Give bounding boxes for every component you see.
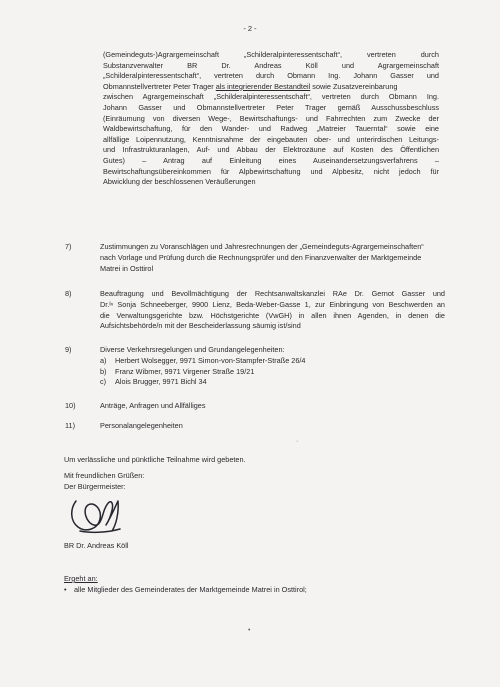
agenda-item-8 (65, 289, 445, 332)
sub-item-letter: c) (100, 377, 107, 387)
text-line: Gutes) – Antrag auf Einleitung eines Auseinandersetzungsverfahrens – (103, 155, 439, 165)
agenda-item-9 (65, 345, 445, 388)
text-line: Obmannstellvertreter Peter Trager als integrierender Bestandteil sowie Zusatzvereinbarung (103, 81, 398, 91)
sub-item-text: Franz Wibmer, 9971 Virgener Straße 19/21 (115, 366, 255, 376)
item-number: 10) (65, 401, 76, 410)
recipient-text: alle Mitglieder des Gemeinderates der Marktgemeinde Matrei in Osttirol; (74, 585, 307, 594)
text-line: und Infrastrukturanlagen, Auf- und Abbau der Elektrozäune auf Kosten des Öffentlichen (103, 145, 439, 155)
text-line: Abwicklung der beschlossenen Veräußerungen (103, 177, 256, 187)
recipient-list-item (64, 585, 307, 594)
greeting: Mit freundlichen Grüßen: (64, 471, 145, 480)
sub-item-text: Alois Brugger, 9971 Bichl 34 (115, 377, 207, 387)
recipients-heading: Ergeht an: (64, 574, 98, 583)
text-line: Matrei in Osttirol (100, 263, 154, 273)
text-line: Zustimmungen zu Voranschlägen und Jahresrechnungen der „Gemeindeguts-Agrargemeinschaften“ (100, 242, 424, 251)
item-text: Personalangelegenheiten (100, 421, 183, 430)
agenda-item-7 (65, 242, 445, 274)
sub-item-letter: b) (100, 366, 107, 376)
signatory-role: Der Bürgermeister: (64, 482, 126, 491)
agenda-item-6-continuation (103, 50, 439, 188)
sub-item (100, 367, 445, 378)
closing-note: Um verlässliche und pünktliche Teilnahme wird gebeten. (64, 455, 246, 464)
signatory-name: BR Dr. Andreas Köll (64, 541, 129, 550)
sub-item-letter: a) (100, 355, 107, 365)
item-text: Anträge, Anfragen und Allfälliges (100, 401, 206, 410)
item-number: 7) (65, 242, 72, 251)
sub-item-text: Herbert Wolsegger, 9971 Simon-von-Stampfer-Straße 26/4 (115, 355, 306, 365)
bullet-icon: • (64, 585, 67, 594)
text-line: (Gemeindeguts-)Agrargemeinschaft „Schilderalpinteressentschaft“, vertreten durch (103, 50, 439, 59)
handwritten-signature (66, 493, 126, 539)
text-line: allfällige Loipennutzung, Kenntnisnahme der eingebauten ober- und unterirdischen Leitungs- (103, 134, 439, 144)
scan-mark: • (248, 627, 251, 634)
text-line: Substanzverwalter BR Dr. Andreas Köll und Agrargemeinschaft (103, 60, 439, 70)
text-line: nach Vorlage und Prüfung durch die Rechnungsprüfer und den Finanzverwalter der Marktgemeinde (100, 252, 422, 262)
sub-item (100, 356, 445, 367)
item-title: Diverse Verkehrsregelungen und Grundangelegenheiten: (100, 345, 285, 354)
scan-mark: · (296, 438, 299, 445)
item-number: 9) (65, 345, 72, 354)
text-line: „Schilderalpinteressentschaft“, vertreten durch Obmann Ing. Johann Gasser und (103, 71, 439, 81)
text-line: Waldbewirtschaftung, für den Wander- und Radweg „Matreier Tauerntal“ sowie eine (103, 124, 439, 134)
page-number: - 2 - (243, 24, 257, 33)
text-line: (Einräumung von diversen Wege-, Bewirtschaftungs- und Fahrrechten zum Zwecke der (103, 113, 439, 123)
text-line: Beauftragung und Bevollmächtigung der Rechtsanwaltskanzlei RAe Dr. Gernot Gasser und (100, 289, 445, 298)
text-line: die Verwaltungsgerichte bzw. Höchstgerichte (VwGH) in allen ihnen Agenden, in denen die (100, 310, 445, 320)
item-number: 11) (65, 421, 76, 430)
item-number: 8) (65, 289, 72, 298)
text-line: zwischen Agrargemeinschaft „Schilderalpinteressentschaft“, vertreten durch Obmann Ing. (103, 92, 439, 102)
sub-item (100, 377, 445, 388)
text-line: Johann Gasser und Obmannstellvertreter Peter Trager gemäß Ausschussbeschluss (103, 102, 439, 112)
agenda-item-11 (65, 421, 445, 432)
underlined-phrase: als integrierender Bestandteil (215, 81, 311, 91)
text-line: Dr.ᴵⁿ Sonja Schneeberger, 9900 Lienz, Beda-Weber-Gasse 1, zur Einbringung von Beschwerden an (100, 299, 445, 309)
agenda-item-10 (65, 401, 445, 412)
text-line: Bewirtschaftungsübereinkommen für Alpbewirtschaftung und Alpbesitz, nicht jedoch für (103, 166, 439, 176)
text-line: Aufsichtsbehörde/n mit der Bescheiderlassung säumig ist/sind (100, 321, 301, 331)
